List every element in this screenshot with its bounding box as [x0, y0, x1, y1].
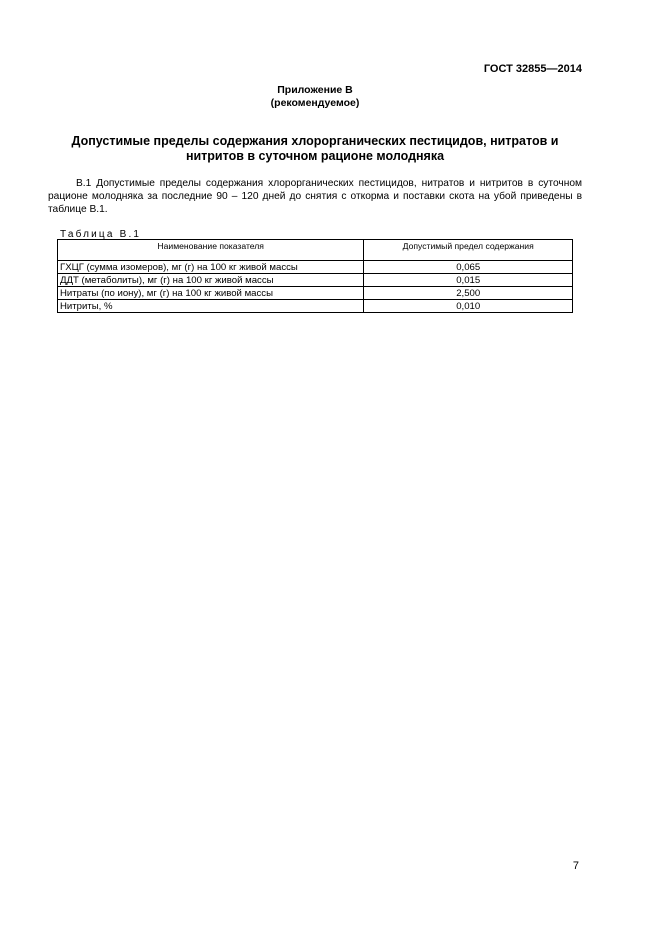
row-indicator-name: ГХЦГ (сумма изомеров), мг (г) на 100 кг живой массы	[58, 261, 364, 274]
standard-code: ГОСТ 32855—2014	[483, 63, 582, 75]
row-limit-value: 2,500	[364, 287, 573, 300]
table-label: Таблица В.1	[60, 229, 142, 240]
row-indicator-name: Нитраты (по иону), мг (г) на 100 кг живой массы	[58, 287, 364, 300]
table-header-row	[58, 240, 573, 261]
row-limit-value: 0,015	[364, 274, 573, 287]
annex-title: Приложение В	[277, 84, 353, 96]
row-limit-value: 0,065	[364, 261, 573, 274]
annex-status: (рекомендуемое)	[270, 97, 360, 109]
table-row	[58, 274, 573, 287]
table-row	[58, 261, 573, 274]
row-indicator-name: Нитриты, %	[58, 300, 364, 313]
header-indicator-name: Наименование показателя	[58, 240, 364, 261]
annex-heading	[0, 84, 630, 110]
row-limit-value: 0,010	[364, 300, 573, 313]
header-permissible-limit: Допустимый предел содержания	[364, 240, 573, 261]
table-row	[58, 300, 573, 313]
table-row	[58, 287, 573, 300]
section-paragraph: В.1 Допустимые пределы содержания хлорорганических пестицидов, нитратов и нитритов в суточном рационе молодняка за последние 90 – 120 дней до снятия с откорма и поставки скота на убой приведены в таблице В.1.	[48, 178, 582, 215]
row-indicator-name: ДДТ (метаболиты), мг (г) на 100 кг живой массы	[58, 274, 364, 287]
section-title: Допустимые пределы содержания хлорорганических пестицидов, нитратов и нитритов в суточном рационе молодняка	[71, 134, 559, 163]
limits-table	[57, 239, 573, 313]
page-number: 7	[572, 860, 579, 872]
